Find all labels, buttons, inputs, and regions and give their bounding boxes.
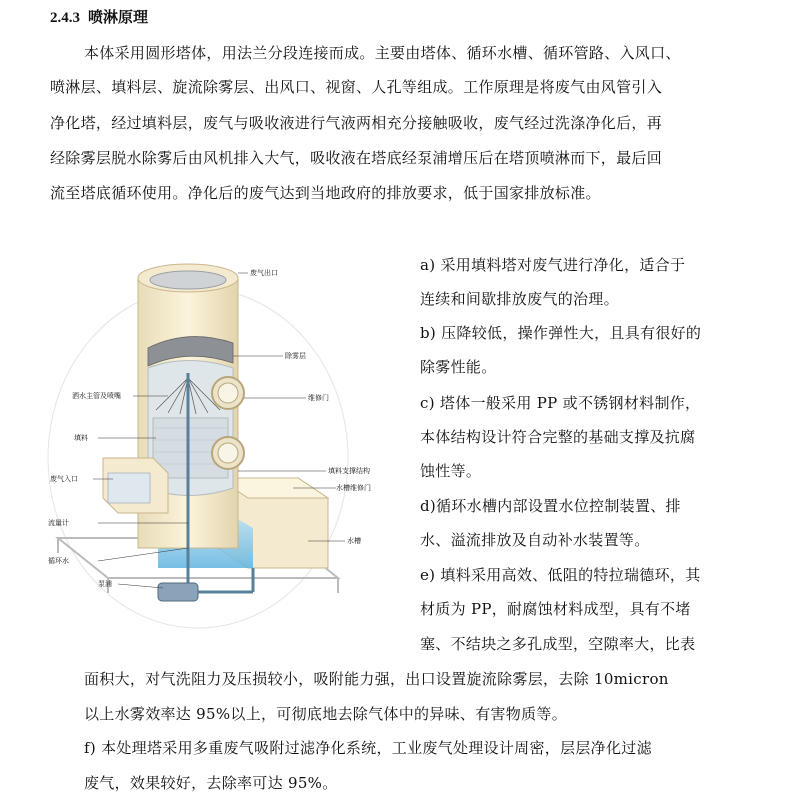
continuation-line: 以上水雾效率达 95%以上，可彻底地去除气体中的异味、有害物质等。 [84, 705, 568, 723]
feature-line: c) 塔体一般采用 PP 或不锈钢材料制作， [420, 394, 701, 412]
label-flowmeter: 流量计 [48, 519, 69, 527]
label-outlet: 废气出口 [250, 269, 278, 277]
label-inlet: 废气入口 [50, 475, 78, 483]
scrubber-tower-diagram [38, 248, 403, 648]
feature-line: 蚀性等。 [420, 462, 482, 480]
section-heading [50, 6, 148, 27]
scrubber-tower-illustration [38, 248, 403, 648]
section-number: 2.4.3 [50, 10, 80, 26]
feature-line: 连续和间歇排放废气的治理。 [420, 290, 619, 308]
intro-line: 经除雾层脱水除雾后由风机排入大气，吸收液在塔底经泵浦增压后在塔顶喷淋而下，最后回 [50, 149, 663, 167]
intro-line: 本体采用圆形塔体，用法兰分段连接而成。主要由塔体、循环水槽、循环管路、入风口、 [84, 44, 681, 62]
feature-line: 塞、不结块之多孔成型，空隙率大，比表 [420, 635, 696, 653]
label-pump: 泵浦 [98, 580, 112, 588]
label-tank-door: 水槽维修门 [336, 484, 371, 492]
label-packing-support: 填料支撑结构 [328, 467, 370, 475]
label-packing: 填料 [74, 434, 88, 442]
continuation-line: f) 本处理塔采用多重废气吸附过滤净化系统，工业废气处理设计周密，层层净化过滤 [84, 739, 652, 757]
intro-line: 流至塔底循环使用。净化后的废气达到当地政府的排放要求，低于国家排放标准。 [50, 184, 601, 202]
intro-line: 净化塔，经过填料层，废气与吸收液进行气液两相充分接触吸收，废气经过洗涤净化后，再 [50, 114, 663, 132]
continuation-line: 废气，效果较好，去除率可达 95%。 [84, 774, 338, 792]
label-circulating-water: 循环水 [48, 557, 69, 565]
label-demister: 除雾层 [285, 352, 306, 360]
section-title: 喷淋原理 [88, 10, 149, 26]
continuation-line: 面积大，对气洗阻力及压损较小，吸附能力强，出口设置旋流除雾层，去除 10micron [84, 670, 669, 688]
feature-line: 材质为 PP，耐腐蚀材料成型，具有不堵 [420, 600, 691, 618]
feature-line: d)循环水槽内部设置水位控制装置、排 [420, 497, 681, 515]
feature-line: 水、溢流排放及自动补水装置等。 [420, 531, 650, 549]
feature-line: 本体结构设计符合完整的基础支撑及抗腐 [420, 428, 696, 446]
label-tank: 水槽 [347, 537, 361, 545]
label-manhole: 维修门 [308, 394, 329, 402]
feature-line: 除雾性能。 [420, 358, 497, 376]
intro-line: 喷淋层、填料层、旋流除雾层、出风口、视窗、人孔等组成。工作原理是将废气由风管引入 [50, 78, 663, 96]
feature-line: a) 采用填料塔对废气进行净化，适合于 [420, 256, 686, 274]
feature-line: b) 压降较低，操作弹性大，且具有很好的 [420, 324, 702, 342]
feature-line: e) 填料采用高效、低阻的特拉瑞德环，其 [420, 566, 701, 584]
label-sprinkler: 洒水主管及喷嘴 [72, 392, 121, 400]
